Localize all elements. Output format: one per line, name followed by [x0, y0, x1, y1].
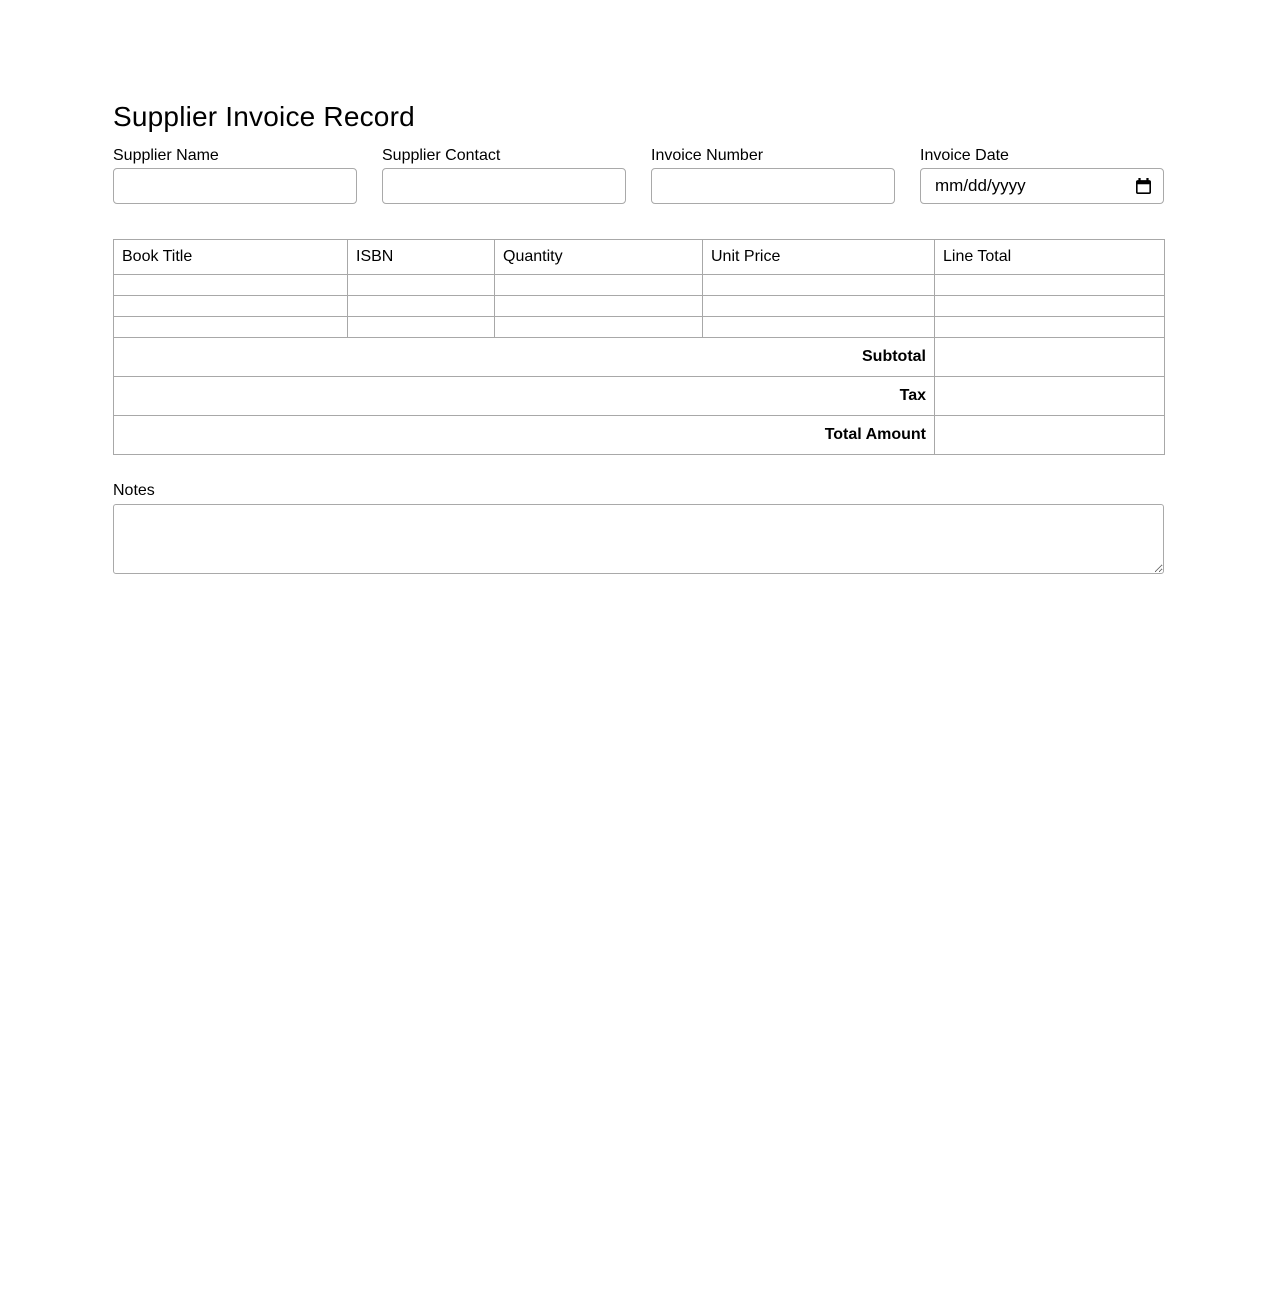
cell-line-total: [935, 296, 1165, 317]
invoice-date-label: Invoice Date: [920, 147, 1009, 164]
tax-value: [935, 377, 1165, 416]
field-supplier-contact: [382, 146, 626, 204]
total-amount-row: [114, 416, 1165, 455]
column-header-unit-price: Unit Price: [703, 240, 935, 275]
column-header-isbn: ISBN: [348, 240, 495, 275]
cell-unit-price: [703, 296, 935, 317]
cell-unit-price: [703, 275, 935, 296]
cell-isbn: [348, 296, 495, 317]
notes-textarea[interactable]: [113, 504, 1164, 574]
subtotal-row: [114, 338, 1165, 377]
tax-row: [114, 377, 1165, 416]
supplier-contact-input[interactable]: [382, 168, 626, 204]
supplier-contact-label: Supplier Contact: [382, 147, 501, 164]
total-amount-label: Total Amount: [114, 416, 935, 455]
table-row: [114, 275, 1165, 296]
cell-quantity: [495, 317, 703, 338]
invoice-fields-row: [113, 146, 1164, 204]
cell-isbn: [348, 317, 495, 338]
field-supplier-name: [113, 146, 357, 204]
tax-label: Tax: [114, 377, 935, 416]
subtotal-label: Subtotal: [114, 338, 935, 377]
page-title: Supplier Invoice Record: [113, 101, 415, 132]
date-placeholder: mm/dd/yyyy: [935, 176, 1026, 195]
total-amount-value: [935, 416, 1165, 455]
supplier-name-input[interactable]: [113, 168, 357, 204]
cell-book-title: [114, 317, 348, 338]
column-header-line-total: Line Total: [935, 240, 1165, 275]
field-invoice-number: [651, 146, 895, 204]
table-header-row: [114, 240, 1165, 275]
cell-line-total: [935, 317, 1165, 338]
column-header-book-title: Book Title: [114, 240, 348, 275]
table-row: [114, 317, 1165, 338]
invoice-line-items-table: [113, 239, 1165, 455]
cell-book-title: [114, 296, 348, 317]
invoice-number-label: Invoice Number: [651, 147, 764, 164]
table-row: [114, 296, 1165, 317]
cell-book-title: [114, 275, 348, 296]
cell-unit-price: [703, 317, 935, 338]
calendar-icon[interactable]: [1135, 178, 1152, 195]
cell-quantity: [495, 275, 703, 296]
cell-quantity: [495, 296, 703, 317]
subtotal-value: [935, 338, 1165, 377]
invoice-date-input[interactable]: [920, 168, 1164, 204]
cell-isbn: [348, 275, 495, 296]
cell-line-total: [935, 275, 1165, 296]
column-header-quantity: Quantity: [495, 240, 703, 275]
invoice-number-input[interactable]: [651, 168, 895, 204]
field-invoice-date: [920, 146, 1164, 204]
form-container: [113, 0, 1164, 579]
notes-label: Notes: [113, 482, 155, 499]
supplier-name-label: Supplier Name: [113, 147, 219, 164]
